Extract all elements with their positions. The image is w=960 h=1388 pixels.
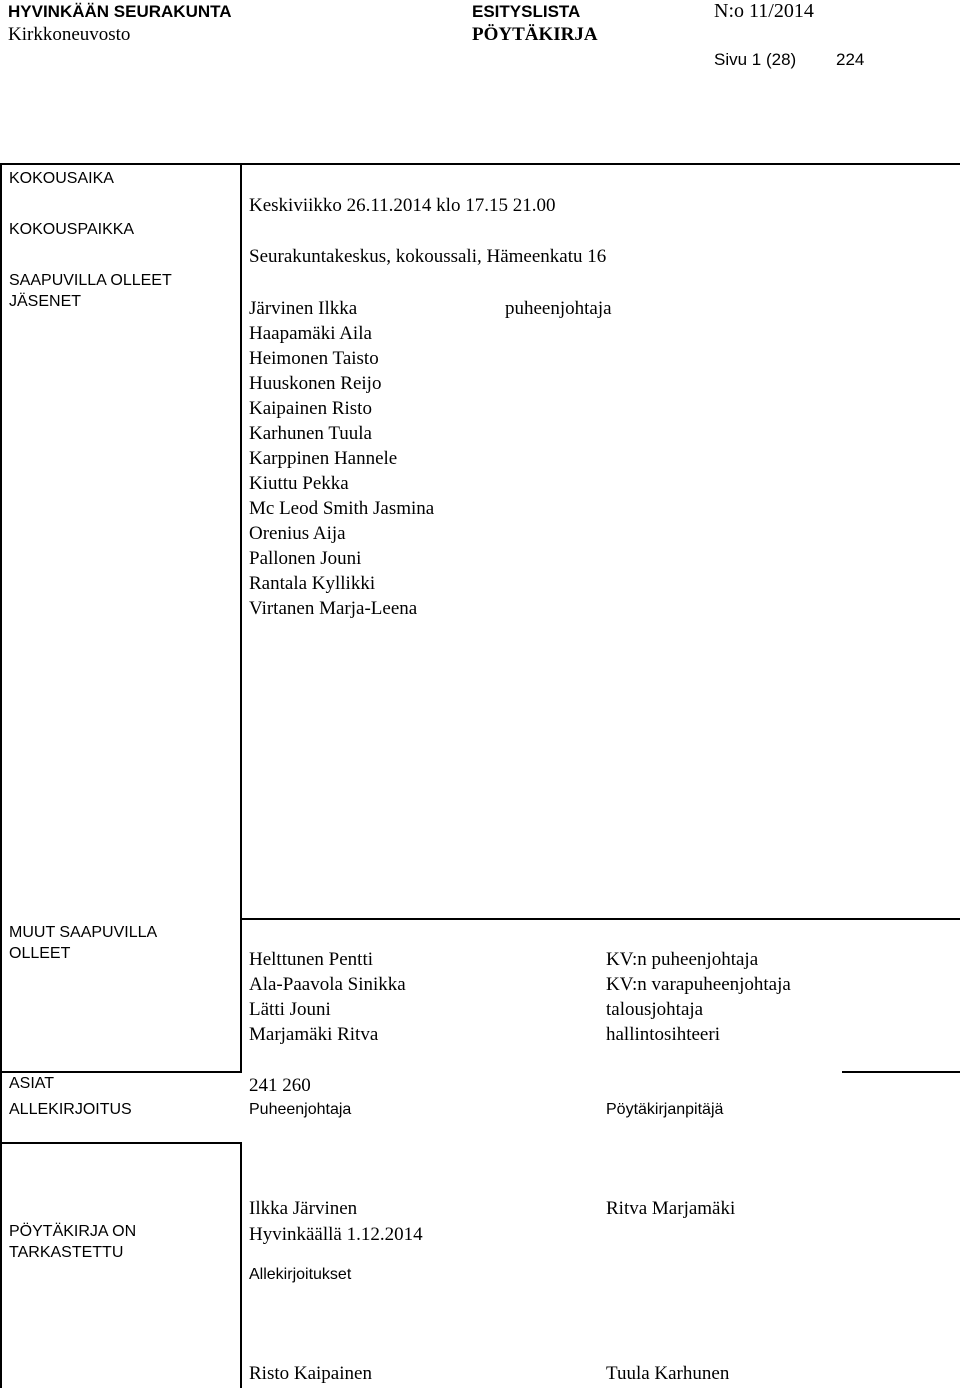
members-list: [249, 296, 434, 621]
list-item: KV:n varapuheenjohtaja: [606, 974, 791, 995]
others-label: MUUT SAAPUVILLA OLLEET: [9, 924, 158, 962]
list-item: Haapamäki Aila: [249, 323, 372, 344]
chair-signature-label: Puheenjohtaja: [249, 1101, 352, 1118]
signature-column-divider: [240, 1142, 242, 1388]
frame-top-line: [0, 163, 960, 165]
list-item: Kiuttu Pekka: [249, 473, 349, 494]
list-item: Heimonen Taisto: [249, 348, 379, 369]
doc-type-minutes: PÖYTÄKIRJA: [472, 24, 598, 45]
page-code: 224: [836, 50, 865, 69]
frame-left-line: [0, 163, 2, 1388]
organization-name: HYVINKÄÄN SEURAKUNTA: [8, 2, 232, 21]
list-item: Marjamäki Ritva: [249, 1024, 379, 1045]
page-indicator: Sivu 1 (28): [714, 50, 797, 69]
list-item: Kaipainen Risto: [249, 398, 372, 419]
list-item: KV:n puheenjohtaja: [606, 949, 759, 970]
others-roles: [606, 947, 791, 1047]
signature-label: ALLEKIRJOITUS: [9, 1101, 132, 1118]
meeting-place-value: Seurakuntakeskus, kokoussali, Hämeenkatu 16: [249, 246, 607, 267]
list-item: Virtanen Marja-Leena: [249, 598, 418, 619]
items-value: 241 260: [249, 1075, 311, 1096]
list-item: Karppinen Hannele: [249, 448, 398, 469]
list-item: Mc Leod Smith Jasmina: [249, 498, 435, 519]
list-item: hallintosihteeri: [606, 1024, 720, 1045]
list-item: talousjohtaja: [606, 999, 704, 1020]
list-item: Karhunen Tuula: [249, 423, 372, 444]
meeting-time-label: KOKOUSAIKA: [9, 170, 114, 187]
list-item: Ala-Paavola Sinikka: [249, 974, 406, 995]
checker-name-2: Tuula Karhunen: [606, 1363, 730, 1384]
chair-name: Ilkka Järvinen: [249, 1198, 358, 1219]
place-date: Hyvinkäällä 1.12.2014: [249, 1224, 423, 1245]
document-number: N:o 11/2014: [714, 0, 814, 22]
list-item: Huuskonen Reijo: [249, 373, 382, 394]
meeting-place-label: KOKOUSPAIKKA: [9, 221, 135, 238]
label-column-divider: [240, 163, 242, 1073]
checked-label: PÖYTÄKIRJA ON TARKASTETTU: [9, 1223, 137, 1261]
list-item: Orenius Aija: [249, 523, 346, 544]
signatures-label: Allekirjoitukset: [249, 1266, 352, 1283]
checker-name-1: Risto Kaipainen: [249, 1363, 372, 1384]
section-divider-line: [240, 918, 960, 920]
items-top-line-right: [842, 1071, 960, 1073]
meeting-time-value: Keskiviikko 26.11.2014 klo 17.15 21.00: [249, 195, 556, 216]
others-names: [249, 947, 406, 1047]
secretary-signature-label: Pöytäkirjanpitäjä: [606, 1101, 724, 1118]
signature-divider-line: [0, 1142, 242, 1144]
chair-role: puheenjohtaja: [505, 298, 612, 319]
list-item: Rantala Kyllikki: [249, 573, 376, 594]
list-item: Helttunen Pentti: [249, 949, 374, 970]
secretary-name: Ritva Marjamäki: [606, 1198, 736, 1219]
members-label: SAAPUVILLA OLLEET JÄSENET: [9, 272, 172, 310]
governing-body: Kirkkoneuvosto: [8, 24, 131, 45]
items-label: ASIAT: [9, 1075, 55, 1092]
list-item: Järvinen Ilkka: [249, 298, 358, 319]
list-item: Lätti Jouni: [249, 999, 331, 1020]
doc-type-agenda: ESITYSLISTA: [472, 2, 581, 21]
list-item: Pallonen Jouni: [249, 548, 362, 569]
